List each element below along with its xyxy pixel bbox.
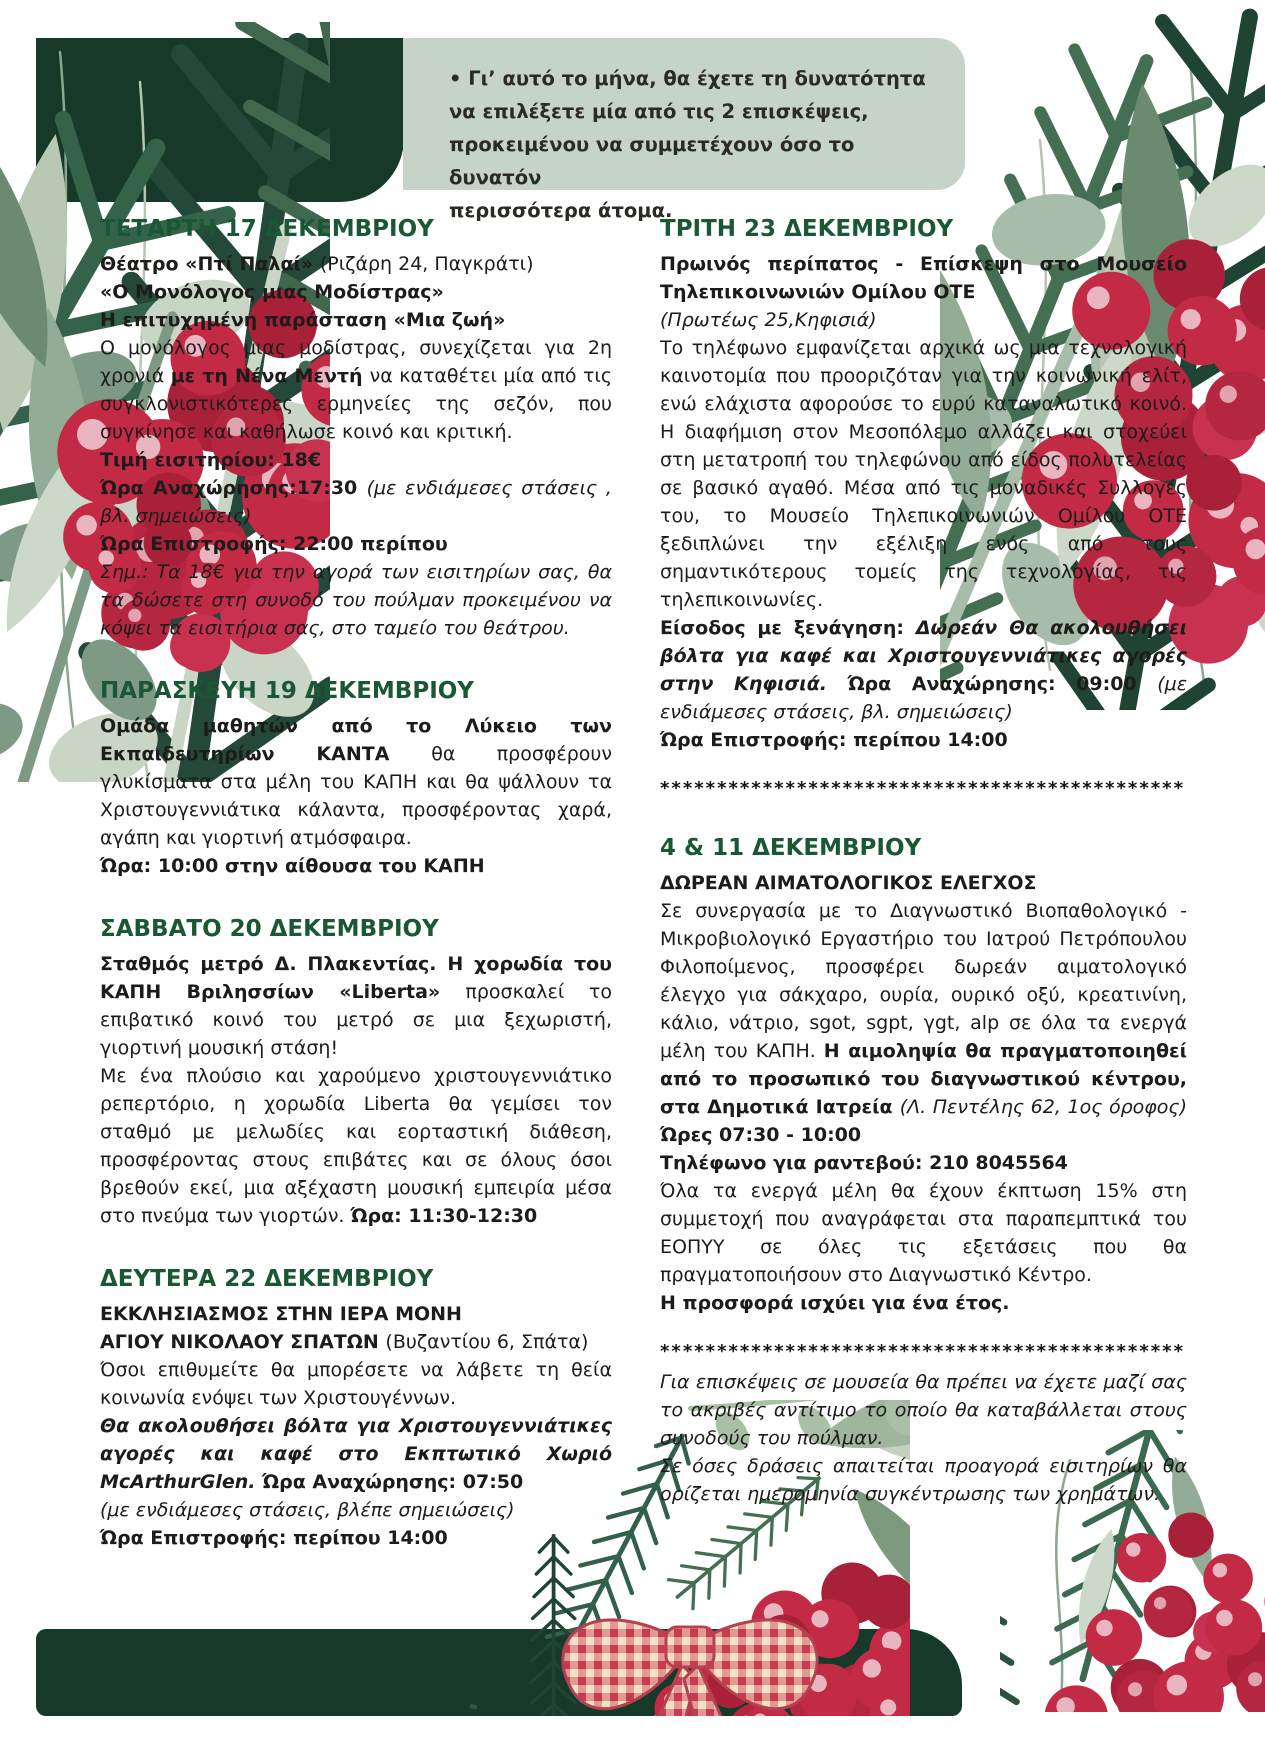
paragraph bbox=[660, 897, 1187, 1149]
text-run: Η επιτυχημένη παράσταση «Μια ζωή» bbox=[100, 309, 506, 331]
paragraph bbox=[100, 1496, 612, 1524]
text-run: Σε όσες δράσεις απαιτείται προαγορά εισιτηρίων θα ορίζεται ημερομηνία συγκέντρωσης των χρημάτων. bbox=[660, 1455, 1187, 1505]
pine-branch-icon bbox=[470, 1663, 547, 1716]
text-run: προσκαλεί το επιβατικό κοινό του μετρό σε μια ξεχωριστή, γιορτινή μουσική στάση! bbox=[100, 981, 612, 1059]
asterisk-separator: ********************************************** bbox=[660, 778, 1186, 799]
text-run: θα προσφέρουν γλυκίσματα στα μέλη του ΚΑΠΗ και θα ψάλλουν τα Χριστουγεννιάτικα κάλαντα, προσφέροντας χαρά, αγάπη και γιορτινή ατμόσφαιρα. bbox=[100, 743, 612, 849]
intro-note-line: προκειμένου να συμμετέχουν όσο το δυνατόν bbox=[449, 133, 855, 189]
paragraph bbox=[100, 950, 612, 1062]
pine-branch-icon bbox=[531, 1536, 576, 1716]
paragraph bbox=[660, 1452, 1187, 1508]
paragraph bbox=[100, 278, 612, 306]
text-run: Ώρα Αναχώρησης: 07:50 bbox=[262, 1471, 524, 1493]
text-run: με τη Νένα Μεντή bbox=[170, 365, 370, 387]
text-run: Σταθμός μετρό Δ. Πλακεντίας. Η χορωδία του ΚΑΠΗ Βριλησσίων «Liberta» bbox=[100, 953, 612, 1003]
intro-note-line: περισσότερα άτομα. bbox=[449, 199, 673, 222]
paragraph bbox=[660, 334, 1187, 614]
paragraph bbox=[100, 306, 612, 334]
paragraph bbox=[100, 558, 612, 642]
text-run: Τηλέφωνο για ραντεβού: 210 8045564 bbox=[660, 1152, 1068, 1174]
asterisk-separator: ********************************************** bbox=[660, 1341, 1186, 1362]
text-run: Σημ.: Τα 18€ για την αγορά των εισιτηρίων σας, θα τα δώσετε στη συνοδό του πούλμαν προκειμένου να κόψει τα εισιτήρια σας, στο ταμείο του θεάτρου. bbox=[100, 561, 612, 639]
section-heading: ΣΑΒΒΑΤΟ 20 ΔΕΚΕΜΒΡΙΟΥ bbox=[100, 916, 439, 942]
text-run: «Ο Μονόλογος μιας Μοδίστρας» bbox=[100, 281, 444, 303]
text-run: Πρωινός περίπατος - Επίσκεψη στο Μουσείο Τηλεπικοινωνιών Ομίλου ΟΤΕ bbox=[660, 253, 1187, 303]
text-run: (Λ. Πεντέλης 62, 1ος όροφος) bbox=[899, 1096, 1187, 1118]
section-heading: ΤΕΤΑΡΤΗ 17 ΔΕΚΕΜΒΡΙΟΥ bbox=[100, 216, 434, 242]
section-heading: ΠΑΡΑΣΚΕΥΗ 19 ΔΕΚΕΜΒΡΙΟΥ bbox=[100, 678, 474, 704]
paragraph bbox=[100, 530, 612, 558]
text-run: Θα ακολουθήσει βόλτα για Χριστουγεννιάτικες αγορές και καφέ στο Εκπτωτικό Χωριό McArthurGlen. bbox=[100, 1415, 612, 1493]
paragraph bbox=[660, 1289, 1187, 1317]
text-run: Για επισκέψεις σε μουσεία θα πρέπει να έχετε μαζί σας το ακριβές αντίτιμο το οποίο θα καταβάλλεται στους συνοδούς του πούλμαν. bbox=[660, 1371, 1187, 1449]
section-heading: 4 & 11 ΔΕΚΕΜΒΡΙΟΥ bbox=[660, 835, 922, 861]
paragraph bbox=[660, 1149, 1187, 1177]
text-run: Το τηλέφωνο εμφανίζεται αρχικά ως μια τεχνολογική καινοτομία που προοριζόταν για την κοινωνική ελίτ, ενώ ελάχιστα αφορούσε το ευρύ καταναλωτικό κοινό. Η διαφήμιση στον Μεσοπόλεμο αλλάζει και στοχεύει στη μετατροπή του τηλεφώνου από είδος πολυτελείας σε βασικό αγαθό. Μέσα από τις μοναδικές Συλλογές του, το Μουσείο Τηλεπικοινωνιών Ομίλου ΟΤΕ ξεδιπλώνει την εξέλιξη ενός από τους σημαντικότερους τομείς της τεχνολογίας, τις τηλεπικοινωνίες. bbox=[660, 337, 1187, 611]
paragraph bbox=[100, 1300, 612, 1328]
paragraph bbox=[100, 446, 612, 474]
paragraph bbox=[100, 474, 612, 530]
text-run: Ομάδα μαθητών από το Λύκειο των Εκπαιδευτηρίων ΚΑΝΤΑ bbox=[100, 715, 612, 765]
paragraph bbox=[660, 250, 1187, 306]
text-run: Η προσφορά ισχύει για ένα έτος. bbox=[660, 1292, 1010, 1314]
paragraph bbox=[100, 1062, 612, 1230]
pine-branch-icon bbox=[1000, 1547, 1026, 1712]
text-run: ΔΩΡΕΑΝ ΑΙΜΑΤΟΛΟΓΙΚΟΣ ΕΛΕΓΧΟΣ bbox=[660, 872, 1037, 894]
section-heading: ΔΕΥΤΕΡΑ 22 ΔΕΚΕΜΒΡΙΟΥ bbox=[100, 1266, 434, 1292]
text-run: Όλα τα ενεργά μέλη θα έχουν έκπτωση 15% στη συμμετοχή που αναγράφεται στα παραπεμπτικά του ΕΟΠΥΥ σε όλες τις εξετάσεις που θα πραγματοποιήσουν στο Διαγνωστικό Κέντρο. bbox=[660, 1180, 1187, 1286]
paragraph bbox=[660, 1177, 1187, 1289]
text-run: Δωρεάν Θα ακολουθήσει βόλτα για καφέ και Χριστουγεννιάτικες αγορές στην Κηφισιά. bbox=[660, 617, 1187, 695]
paragraph bbox=[100, 334, 612, 446]
paragraph bbox=[100, 250, 612, 278]
text-run: Ώρες 07:30 - 10:00 bbox=[660, 1124, 862, 1146]
section-heading: ΤΡΙΤΗ 23 ΔΕΚΕΜΒΡΙΟΥ bbox=[660, 216, 954, 242]
paragraph bbox=[100, 1524, 612, 1552]
text-run: Ώρα Επιστροφής: περίπου 14:00 bbox=[100, 1527, 448, 1549]
text-run: (Βυζαντίου 6, Σπάτα) bbox=[385, 1331, 589, 1353]
intro-note-line: • Γι’ αυτό το μήνα, θα έχετε τη δυνατότητα bbox=[449, 67, 926, 90]
text-run: Τιμή εισιτηρίου: 18€ bbox=[100, 449, 322, 471]
intro-note-line: να επιλέξετε μία από τις 2 επισκέψεις, bbox=[449, 100, 869, 123]
text-run: να καταθέτει μία από τις συγκλονιστικότερες ερμηνείες της σεζόν, που συγκίνησε και καθήλωσε κοινό και κριτική. bbox=[100, 365, 612, 443]
paragraph bbox=[660, 726, 1187, 754]
text-run: Σε συνεργασία με το Διαγνωστικό Βιοπαθολογικό - Μικροβιολογικό Εργαστήριο του Ιατρού Πετρόπουλου Φιλοποίμενος, προσφέρει δωρεάν αιματολογικό έλεγχο για σάκχαρο, ουρία, ουρικό οξύ, κρεατινίνη, κάλιο, νάτριο, sgot, sgpt, γgt, alp σε όλα τα ενεργά μέλη του ΚΑΠΗ. bbox=[660, 900, 1187, 1062]
intro-note-box bbox=[403, 38, 965, 222]
events-column-right bbox=[660, 214, 1187, 1508]
text-run: (με ενδιάμεσες στάσεις , βλ. σημειώσεις) bbox=[100, 477, 612, 527]
gingham-bow-icon bbox=[563, 1620, 817, 1716]
text-run: Με ένα πλούσιο και χαρούμενο χριστουγεννιάτικο ρεπερτόριο, η χορωδία Liberta θα γεμίσει τον σταθμό με μελωδίες και εορταστική διάθεση, προσφέροντας στους επιβάτες και σε όλους όσοι βρεθούν εκεί, μια αξέχαστη μουσική εμπειρία μέσα στο πνεύμα των γιορτών. bbox=[100, 1065, 612, 1227]
text-run: ΑΓΙΟΥ ΝΙΚΟΛΑΟΥ ΣΠΑΤΩΝ bbox=[100, 1331, 386, 1353]
text-run: (Ριζάρη 24, Παγκράτι) bbox=[319, 253, 534, 275]
paragraph bbox=[100, 1328, 612, 1356]
text-run: Ώρα: 11:30-12:30 bbox=[350, 1205, 538, 1227]
text-run: ΕΚΚΛΗΣΙΑΣΜΟΣ ΣΤΗΝ ΙΕΡΑ ΜΟΝΗ bbox=[100, 1303, 462, 1325]
text-run: Ώρα: 10:00 στην αίθουσα του ΚΑΠΗ bbox=[100, 855, 485, 877]
paragraph bbox=[660, 869, 1187, 897]
intro-note-text bbox=[403, 38, 965, 227]
text-run: Ώρα Αναχώρησης: 09:00 bbox=[847, 673, 1158, 695]
paragraph bbox=[100, 712, 612, 852]
text-run: Η αιμοληψία θα πραγματοποιηθεί από το προσωπικό του διαγνωστικού κέντρου, στα Δημοτικά Ιατρεία bbox=[660, 1040, 1187, 1118]
events-column-left bbox=[100, 214, 612, 1552]
text-run: Είσοδος με ξενάγηση: bbox=[660, 617, 916, 639]
text-run: Ώρα Αναχώρησης:17:30 bbox=[100, 477, 367, 499]
text-run: (με ενδιάμεσες στάσεις, βλέπε σημειώσεις) bbox=[100, 1499, 515, 1521]
paragraph bbox=[100, 1356, 612, 1412]
paragraph bbox=[100, 1412, 612, 1496]
text-run: (με ενδιάμεσες στάσεις, βλ. σημειώσεις) bbox=[660, 673, 1188, 723]
paragraph bbox=[660, 306, 1187, 334]
paragraph bbox=[100, 852, 612, 880]
text-run: Όσοι επιθυμείτε θα μπορέσετε να λάβετε τη θεία κοινωνία ενόψει των Χριστουγέννων. bbox=[100, 1359, 612, 1409]
text-run: (Πρωτέως 25,Κηφισιά) bbox=[660, 309, 877, 331]
text-run: Ώρα Επιστροφής: 22:00 περίπου bbox=[100, 533, 448, 555]
pine-branch-icon bbox=[470, 1587, 529, 1716]
leaf-icon bbox=[470, 1711, 482, 1716]
text-run: Ο μονόλογος μιας μοδίστρας, συνεχίζεται για 2η χρονιά bbox=[100, 337, 612, 387]
paragraph bbox=[660, 614, 1187, 726]
paragraph bbox=[660, 1368, 1187, 1452]
text-run: Ώρα Επιστροφής: περίπου 14:00 bbox=[660, 729, 1008, 751]
text-run: Θέατρο «Πτί Παλαί» bbox=[100, 253, 320, 275]
